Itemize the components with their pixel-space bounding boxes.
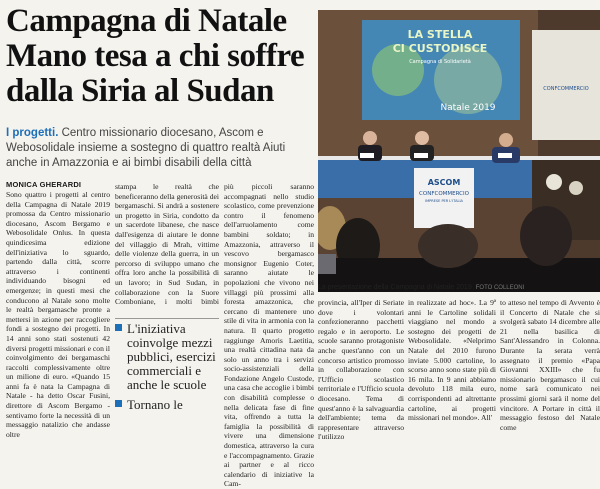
column-1-text: Sono quattro i progetti al centro della Campagna di Natale 2019 promossa da Centro missionario diocesano, Ascom Bergamo e Webosolidale Onlus. In questa quindicesima edizione dell'iniziativa lo sguardo, partendo dalla città, scorre attraverso i continenti individuando bisogni ed emergenze; in questi mesi che conducono al Natale sono molte le realtà bergamasche pronte a mettersi in azione per raccogliere fondi a sostegno dei progetti. In 14 anni sono stati sostenuti 42 diversi progetti missionari e con il coinvolgimento dei bergamaschi raccolti complessivamente oltre un milione di euro. «Quando 15 anni fa è nata la Campagna di Natale - ha detto Oscar Fusini, direttore di Ascom Bergamo - sentivamo forte la necessità di un messaggio natalizio che andasse oltre (6, 190, 110, 439)
headline (6, 4, 316, 109)
audience-head-4 (520, 206, 572, 266)
audience-head-3 (418, 224, 478, 268)
sidebar-item-2 (115, 398, 219, 412)
lectern-brand: ASCOM (427, 178, 461, 187)
column-6-text: to atteso nel tempo di Avvento è il Concerto di Natale che si svolgerà sabato 14 dicembre alle 21 nella basilica di Sant'Alessandro in Colonna. Durante la serata verrà assegnato il premio «Papa Giovanni XXIII» che fu missionario bergamasco il cui nome sarà comunicato nei prossimi giorni sarà il nome del vincitore. A Portare in città il messaggio festoso del Natale come (500, 298, 600, 432)
sidebar-box (115, 318, 219, 412)
photo-caption (318, 284, 600, 291)
photo-illustration (318, 10, 600, 292)
column-3-text: più piccoli saranno accompagnati nello studio scolastico, come prevenzione contro il fenomeno dell'arruolamento come bambini soldato; in Amazzonia, attraverso il vescovo bergamasco monsignor Eugenio Coter, saranno aiutate le popolazioni che vivono nei villaggi più prossimi alla foresta amazzonica, che cercano di mantenere uno stile di vita in armonia con la natura. Il quarto progetto raggiunge Amoris Laetitia, una realtà cittadina nata da solo un anno tra i servizi socio-assistenziali della Fondazione Angelo Custode, una casa che accoglie i bimbi con disabilità complesse o nella delicata fase di fine vita, offrendo a tutta la famiglia la possibilità di vivere una dimensione domestica, attraverso la cura e l'accompagnamento. Grazie ai partner e al ricco calendario di iniziative la Cam- (224, 182, 314, 489)
column-2-text: stampa le realtà che beneficeranno della generosità dei bergamaschi. Si andrà a sostenere un progetto in Siria, condotto da un sacerdote libanese, che nasce dall'esigenza di aiutare le donne del villaggio di Mrah, vittime delle violenze della guerra, in un percorso di sviluppo umano che offra loro anche la possibilità di un lavoro; in Sud Sudan, in collaborazione con la Suore Comboniane, i molti bimbi (115, 182, 219, 307)
lectern-sub2: IMPRESE PER L'ITALIA (425, 199, 463, 203)
lectern (414, 168, 474, 228)
headline-line-3: dalla Siria al Sudan (6, 73, 274, 109)
standfirst-text: Centro missionario diocesano, Ascom e Webosolidale insieme a sostegno di quattro realtà Aiuti anche in Amazzonia e ai bimbi disabili della città (6, 127, 286, 169)
article-column-3 (224, 182, 314, 489)
standfirst-kicker: I progetti. (6, 127, 59, 139)
banner-line-1: LA STELLA (407, 28, 473, 41)
article-photo (318, 10, 600, 292)
banner-year: Natale 2019 (440, 103, 496, 113)
lamp-decoration (546, 174, 562, 190)
sidebar-item-1-text: L'iniziativa coinvolge mezzi pubblici, esercizi commerciali e anche le scuole (127, 321, 216, 392)
sidebar-item-1 (115, 322, 219, 392)
article-column-2 (115, 182, 219, 308)
backdrop-panel (532, 30, 600, 140)
sidebar-item-2-text: Tornano le (127, 397, 183, 412)
caption-credit: FOTO COLLEONI (475, 285, 525, 291)
headline-line-2: Mano tesa a chi soffre (6, 38, 305, 74)
article-column-6 (500, 298, 600, 432)
banner-line-2: CI CUSTODISCE (392, 42, 488, 55)
caption-text: La presentazione della Campagna di Natale 2019 (318, 284, 472, 291)
standfirst (6, 126, 312, 171)
byline: MONICA GHERARDI (6, 180, 82, 189)
backdrop-brand: CONFCOMMERCIO (543, 86, 589, 92)
lectern-sub: CONFCOMMERCIO (419, 191, 469, 197)
article-column-1 (6, 190, 110, 439)
article-column-4 (318, 298, 404, 442)
headline-line-1: Campagna di Natale (6, 3, 287, 39)
article-column-5 (408, 298, 496, 423)
square-bullet-icon (115, 324, 122, 331)
square-bullet-icon (115, 400, 122, 407)
banner-sub: Campagna di Solidarietà (409, 59, 471, 65)
column-5-text: in realizzate ad hoc». La 9ª anni le Cartoline solidali viaggiano nel mondo a sostegno dei progetti de Webosolidale. «Nelprimo Natale del 2010 furono inviate 5.000 cartoline, lo scorso anno sono state più di 16 mila. In 9 anni abbiamo devoluto 118 mila euro, corrispondenti ad altrettante cartoline, ai progetti missionari nel mondo». All' (408, 298, 496, 423)
column-4-text: provincia, all'Iper di Seriate dove i volontari confezioneranno pacchetti regalo e in aeroporto. Le scuole saranno protagoniste anche quest'anno con un concorso artistico promosso in collaborazione con l'Ufficio scolastico territoriale e l'Ufficio scuola diocesano. Tema di quest'anno è la salvaguardia dell'ambiente; tema da rappresentare attraverso l'utilizzo (318, 298, 404, 442)
